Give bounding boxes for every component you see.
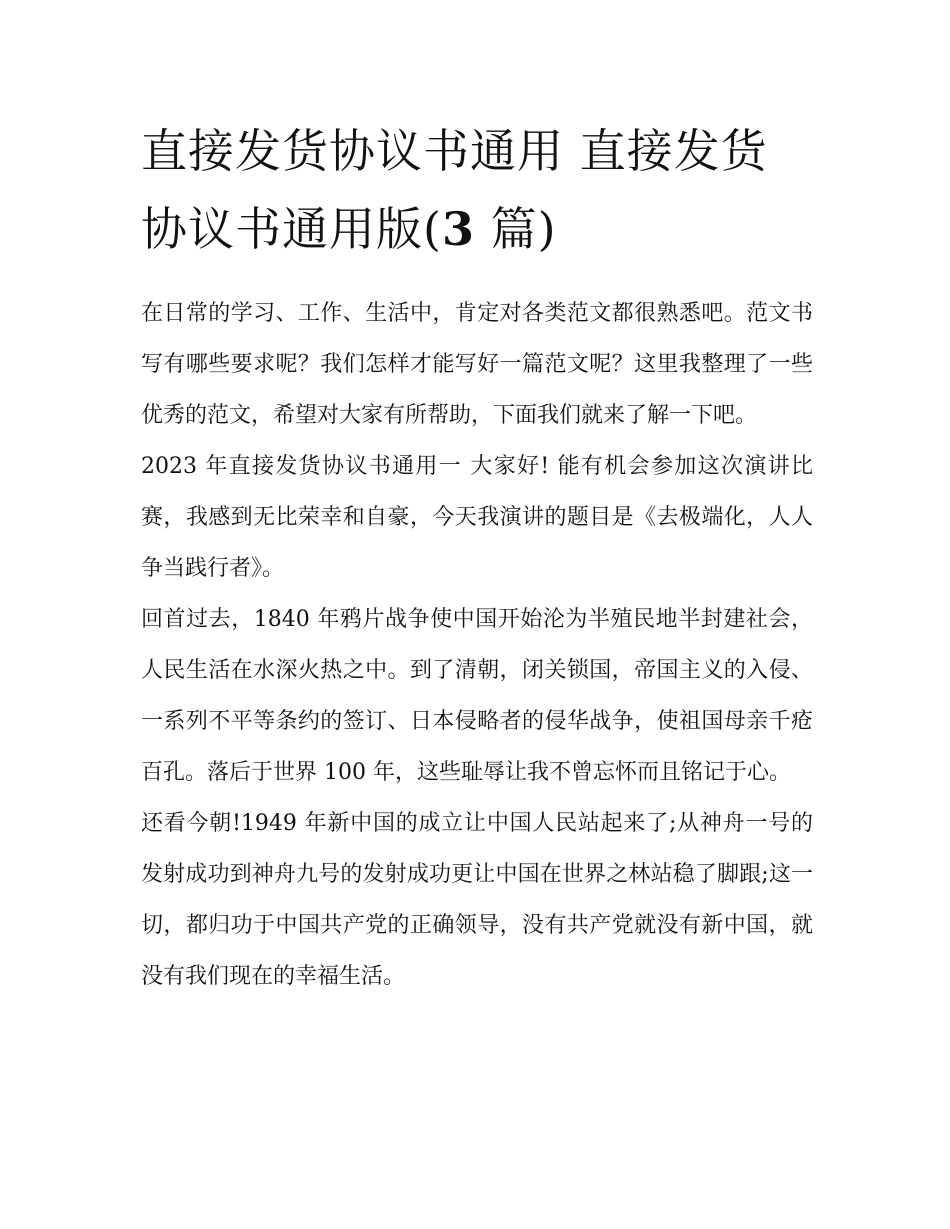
document-body xyxy=(141,288,813,1002)
paragraph-intro: 在日常的学习、工作、生活中，肯定对各类范文都很熟悉吧。范文书写有哪些要求呢？我们怎样才能写好一篇范文呢？这里我整理了一些优秀的范文，希望对大家有所帮助，下面我们就来了解一下吧。 xyxy=(141,301,813,428)
document-title xyxy=(141,112,813,268)
document-page xyxy=(141,112,813,1002)
paragraph-history: 回首过去，1840 年鸦片战争使中国开始沦为半殖民地半封建社会，人民生活在水深火热之中。到了清朝，闭关锁国，帝国主义的入侵、一系列不平等条约的签订、日本侵略者的侵华战争，使祖国母亲千疮百孔。落后于世界 100 年，这些耻辱让我不曾忘怀而且铭记于心。 xyxy=(141,607,813,785)
paragraph-speech-opening: 2023 年直接发货协议书通用一 大家好! 能有机会参加这次演讲比赛，我感到无比荣幸和自豪，今天我演讲的题目是《去极端化，人人争当践行者》。 xyxy=(141,454,813,581)
title-count: 3 xyxy=(441,202,475,256)
title-text: 直接发货协议书通用 直接发货协议书通用版( xyxy=(141,124,768,256)
paragraph-present: 还看今朝!1949 年新中国的成立让中国人民站起来了;从神舟一号的发射成功到神舟九号的发射成功更让中国在世界之林站稳了脚跟;这一切，都归功于中国共产党的正确领导，没有共产党就没有新中国，就没有我们现在的幸福生活。 xyxy=(141,811,813,989)
title-suffix: 篇) xyxy=(474,202,557,256)
